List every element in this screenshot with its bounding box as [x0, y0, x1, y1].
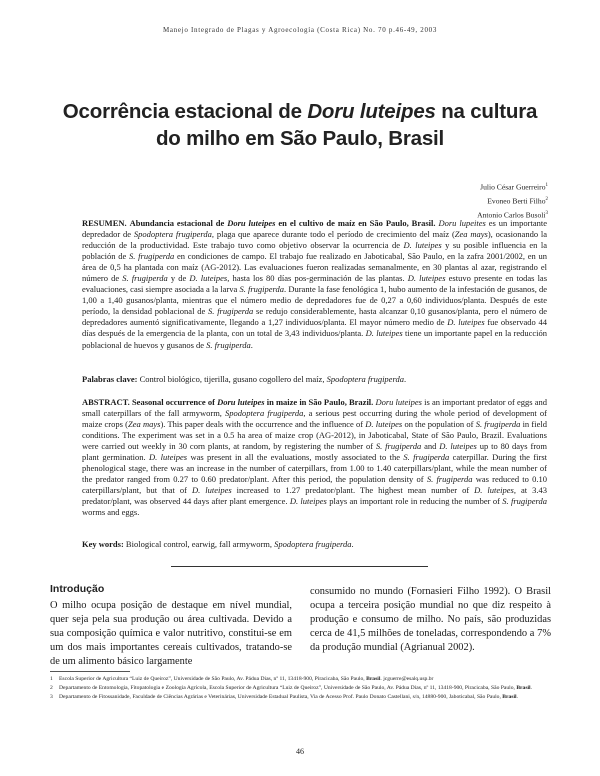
running-head: Manejo Integrado de Plagas y Agroecología (Costa Rica) No. 70 p.46-49, 2003 [162, 26, 438, 34]
introduction-left-column: O milho ocupa posição de destaque em nível mundial, quer seja pela sua produção ou área cultivada. Devido a sua composição química e valor nutritivo, constitui-se em um dos mais importantes cereais cultivados, tratando-se de um alimento básico largamente [50, 600, 292, 667]
key-words: Key words: Biological control, earwig, fall armyworm, Spodoptera frugiperda. [82, 539, 354, 549]
abstract-paragraph: ABSTRACT. Seasonal occurrence of Doru luteipes in maize in São Paulo, Brazil. Doru luteipes is an important predator of eggs and small caterpillars of the fall armyworm, Spodoptera frugiperda, a serious pest occurring during the whole period of development of maize crops (Zea mays). This paper deals with the occurrence and the influence of D. luteipes on the population of S. frugiperda in field conditions. The experiment was set in a 0.5 ha area of maize crop (AG-2012), in Jaboticabal, State of São Paulo, Brazil. Evaluations were carried out weekly in 30 corn plants, at random, by registering the number of S. frugiperda and D. luteipes up to 80 days from plant germination. D. luteipes was present in all the evaluations, mostly associated to the S. frugiperda caterpillar. During the first phenological stage, there was an increase in the number of caterpillars, from 1.00 to 1.40 caterpillars/plant, while the mean number of the predator ranged from 0.27 to 0.60 predator/plant. After this period, the population density of S. frugiperda was reduced to 0.10 caterpillars/plant, but that of D. luteipes increased to 1.27 predator/plant. The highest mean number of D. luteipes, at 3.43 predator/plant, was observed 44 days after plant emergence. D. luteipes plays an important role in reducing the number of S. frugiperda worms and eggs. [82, 397, 548, 518]
resumen-paragraph: RESUMEN. Abundancia estacional de Doru luteipes en el cultivo de maíz en São Paulo, Brasil. Doru lupeites es un importante depredador de Spodoptera frugiperda, plaga que aparece durante todo el período de crecimiento del maíz (Zea mays), ocasionando la reducción de la productividad. Este trabajo tuvo como objetivo observar la ocurrencia de D. luteipes y su posible influencia en la población de S. frugiperda en condiciones de campo. El trabajo fue realizado en Jaboticabal, São Paulo, en la zafra 2001/2002, en un área de 0,5 ha plantada con maíz (AG-2012). Las evaluaciones fueron realizadas semanalmente, en 30 plantas al azar, registrando el número de S. frugiperda y de D. luteipes, hasta los 80 días pos-germinación de las plantas. D. luteipes estuvo presente en todas las evaluaciones, casi siempre asociada a la larva S. frugiperda. Durante la fase fenológica 1, hubo aumento de la infestación de gusanos, de 1,00 a 1,40 gusanos/planta, mientras que el número medio de depredadores fue de 0,27 a 0,60 individuos/planta. Después de este período, la densidad poblacional de S. frugiperda se redujo considerablemente, hasta alcanzar 0,10 gusanos/planta, pero el número de depredadores aumentó significativamente, llegando a 1,27 individuos/planta. El mayor número medio de D. luteipes fue observado 44 días después de la emergencia de la planta, con un total de 3,43 individuos/planta. D. luteipes tiene un importante papel en la reducción poblacional de huevos y gusanos de S. frugiperda. [82, 218, 548, 350]
author: Antonio Carlos Busoli$^3$ [477, 210, 548, 220]
author: Evoneo Berti Filho$^2$ [487, 196, 548, 206]
palabras-clave: Palabras clave: Control biológico, tijerilla, gusano cogollero del maíz, Spodoptera frugiperda. [82, 374, 407, 384]
introduction-heading: Introdução [50, 583, 105, 595]
author: Julio César Guerreiro$^1$ [480, 182, 548, 192]
author-list [477, 180, 548, 222]
page-number: 46 [296, 747, 304, 756]
footnote: 1 Escola Superior de Agricultura “Luiz de Queiroz”, Universidade de São Paulo, Av. Pádua Dias, nº 11, 13418-900, Piracicaba, São Paulo, Brasil. jcguerre@esalq.usp.br [50, 676, 434, 682]
footnote: 2 Departamento de Entomologia, Fitopatologia e Zoologia Agrícola, Escola Superior de Agricultura “Luiz de Queiroz”, Universidade de São Paulo, Av. Pádua Dias, nº 11, 13418-900, Piracicaba, São Paulo, Brasil. [50, 685, 533, 691]
footnotes [50, 675, 550, 702]
footnote: 3 Departamento de Fitossanidade, Faculdade de Ciências Agrárias e Veterinárias, Universidade Estadual Paulista, Via de Acesso Prof. Paulo Donato Castellani, s/n, 14880-900, Jaboticabal, São Paulo, Brasil. [50, 694, 518, 700]
article-title: Ocorrência estacional de Doru luteipes na cultura do milho em São Paulo, Brasil [62, 100, 538, 150]
section-divider [171, 566, 428, 567]
footnote-rule [50, 671, 130, 672]
introduction-right-column: consumido no mundo (Fornasieri Filho 1992). O Brasil ocupa a terceira posição mundial no que diz respeito à produção e consumo de milho. No país, são produzidas cerca de 41,5 milhões de toneladas, correspondendo a 7% da produção mundial (Agrianual 2002). [310, 586, 551, 653]
